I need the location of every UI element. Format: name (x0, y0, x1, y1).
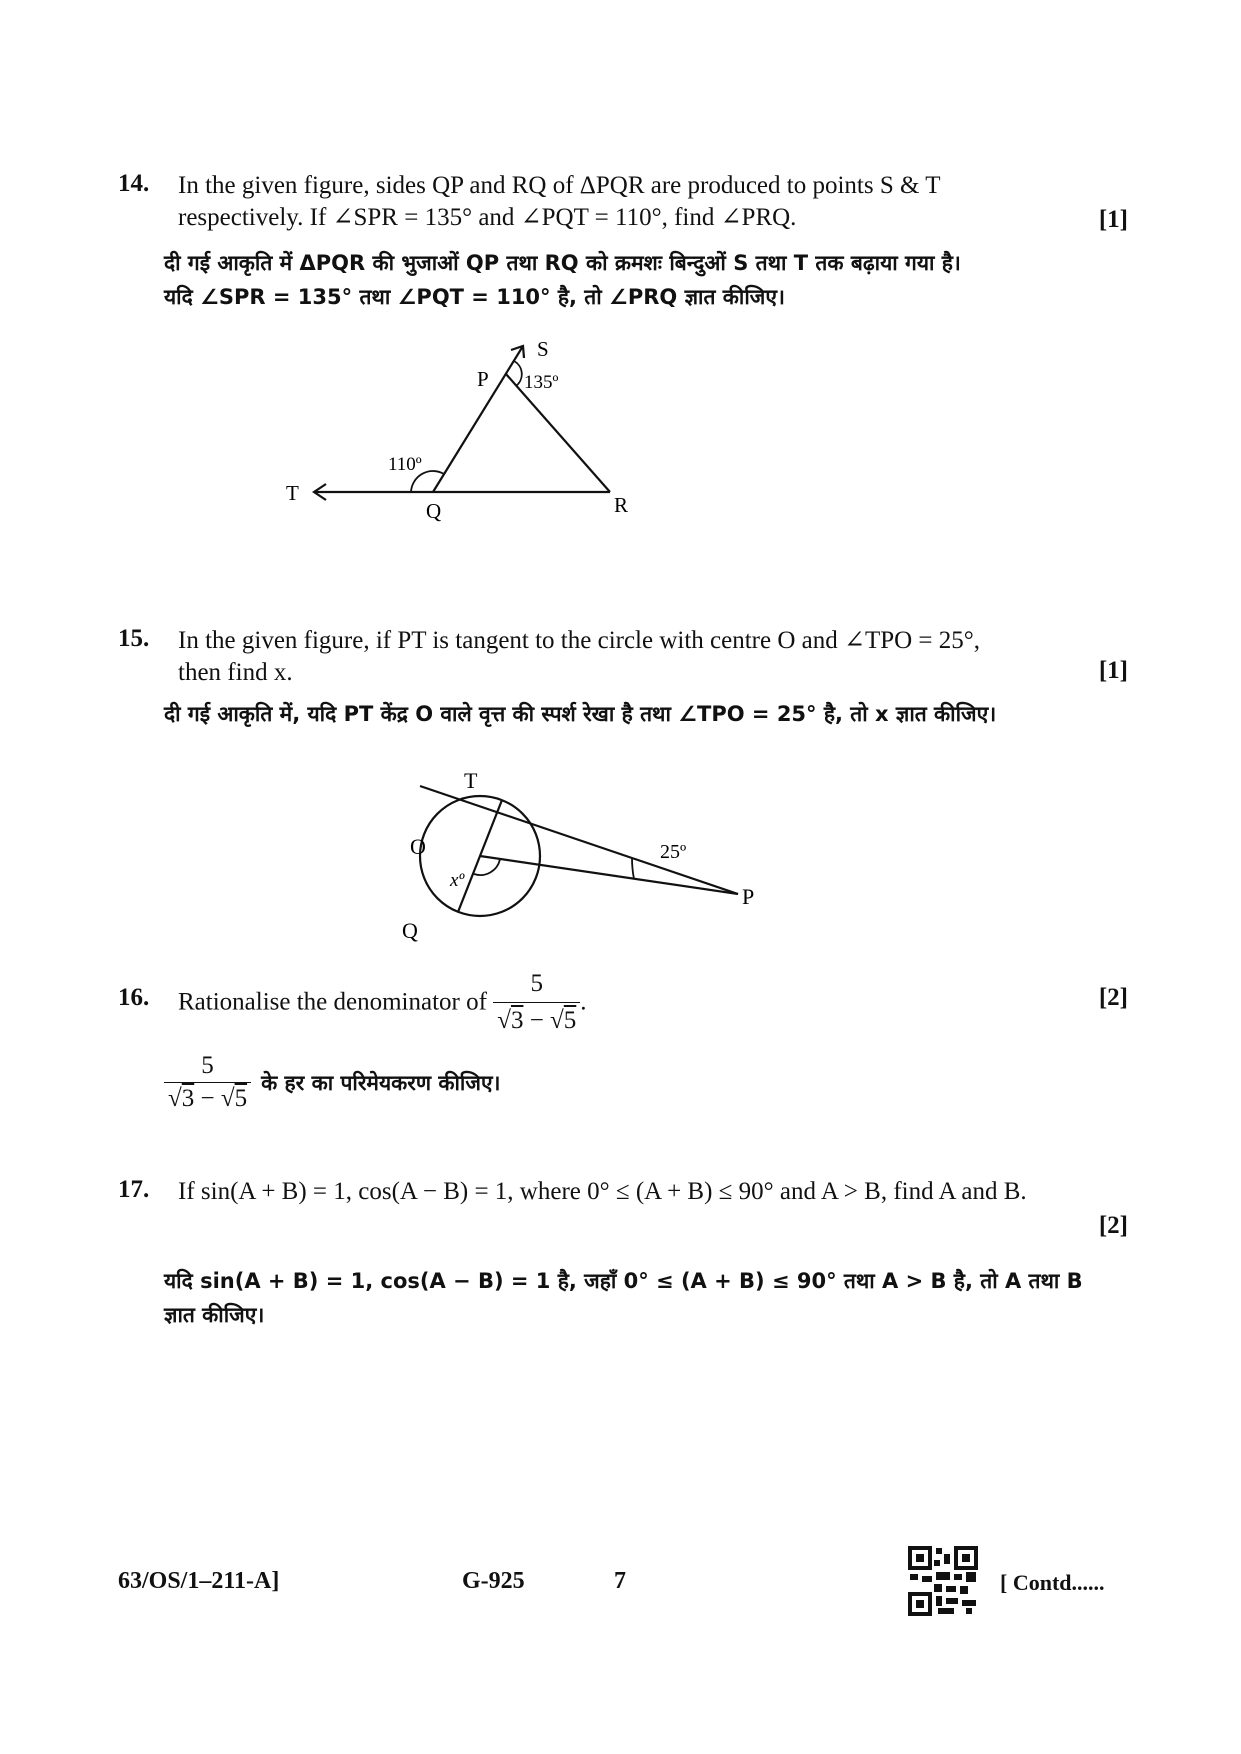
angle-label-p: 25º (660, 841, 687, 863)
label-o: O (410, 834, 426, 859)
label-s: S (537, 337, 549, 361)
question-text-hi (164, 697, 996, 731)
question-text-line: In the given figure, sides QP and RQ of ΔPQR are produced to points S & T (178, 172, 941, 199)
label-p: P (477, 367, 489, 391)
question-text-line: दी गई आकृति में, यदि PT केंद्र O वाले वृत्त की स्पर्श रेखा है तथा ∠TPO = 25° है, तो x ज्ञात कीजिए। (164, 702, 997, 726)
fraction (493, 968, 580, 1037)
question-text-line: यदि sin(A + B) = 1, cos(A − B) = 1 है, जहाँ 0° ≤ (A + B) ≤ 90° तथा A > B है, तो A तथा B (164, 1269, 1083, 1293)
line-op (480, 856, 738, 894)
fraction-denominator: √3 − √5 (493, 1002, 580, 1037)
angle-arc-p (632, 858, 634, 879)
angle-label-x: xº (450, 870, 465, 891)
question-number: 16. (118, 984, 150, 1011)
radicand: 3 (510, 1007, 524, 1034)
question-text-hi (164, 1264, 1083, 1332)
fraction-numerator: 5 (530, 970, 543, 997)
label-q: Q (402, 918, 418, 943)
fraction-numerator: 5 (201, 1052, 214, 1079)
label-r: R (614, 493, 629, 517)
label-t: T (464, 768, 478, 793)
marks-label: [1] (1098, 657, 1128, 684)
series-code: G-925 (462, 1568, 525, 1594)
marks-label: [2] (1098, 1212, 1128, 1239)
question-text-en (178, 1176, 1138, 1208)
question-text-line: respectively. If ∠SPR = 135° and ∠PQT = 110°, find ∠PRQ. (178, 204, 797, 231)
question-text-en (178, 625, 1128, 689)
question-text-line: If sin(A + B) = 1, cos(A − B) = 1, where 0° ≤ (A + B) ≤ 90° and A > B, find A and B. (178, 1178, 1027, 1205)
fraction-denominator: √3 − √5 (164, 1082, 251, 1113)
question-text-en (178, 170, 1128, 234)
question-text-line: दी गई आकृति में ΔPQR की भुजाओं QP तथा RQ को क्रमशः बिन्दुओं S तथा T तक बढ़ाया गया है। (164, 251, 961, 275)
operator: − (194, 1085, 221, 1112)
question-text: Rationalise the denominator of (178, 988, 487, 1016)
question-text-line: In the given figure, if PT is tangent to the circle with centre O and ∠TPO = 25°, (178, 627, 981, 654)
question-text-line: then find x. (178, 659, 293, 686)
question-text-line: ज्ञात कीजिए। (164, 1303, 265, 1327)
label-t: T (286, 481, 299, 505)
question-number: 15. (118, 625, 150, 652)
triangle-figure (286, 330, 720, 590)
label-q: Q (426, 499, 442, 523)
angle-label-q: 110º (388, 454, 422, 475)
circle-tangent-figure (400, 760, 820, 960)
radicand: 5 (234, 1085, 248, 1112)
question-number: 17. (118, 1176, 150, 1203)
operator: − (523, 1007, 551, 1034)
fraction (164, 1052, 251, 1113)
page-number: 7 (614, 1568, 626, 1594)
marks-label: [1] (1098, 206, 1128, 233)
question-text-en: Rationalise the denominator of $\frac{5}{√3 - √5}$ . (178, 968, 587, 1037)
paper-code: 63/OS/1–211-A] (118, 1568, 280, 1594)
question-text-hi-line: के हर का परिमेयकरण कीजिए। (261, 1070, 501, 1095)
question-text-hi (164, 246, 961, 314)
radicand: 3 (181, 1085, 195, 1112)
qr-code-icon (908, 1546, 978, 1616)
angle-label-p: 135º (524, 372, 559, 393)
question-text-hi (164, 1052, 501, 1113)
question-number: 14. (118, 170, 150, 197)
label-p: P (742, 884, 755, 909)
tangent-line-pt (420, 786, 738, 894)
angle-arc-p (514, 361, 522, 386)
continued-label: [ Contd...... (1000, 1570, 1105, 1595)
marks-label: [2] (1098, 984, 1128, 1011)
radicand: 5 (563, 1007, 577, 1034)
question-text-line: यदि ∠SPR = 135° तथा ∠PQT = 110° है, तो ∠PRQ ज्ञात कीजिए। (164, 285, 785, 309)
